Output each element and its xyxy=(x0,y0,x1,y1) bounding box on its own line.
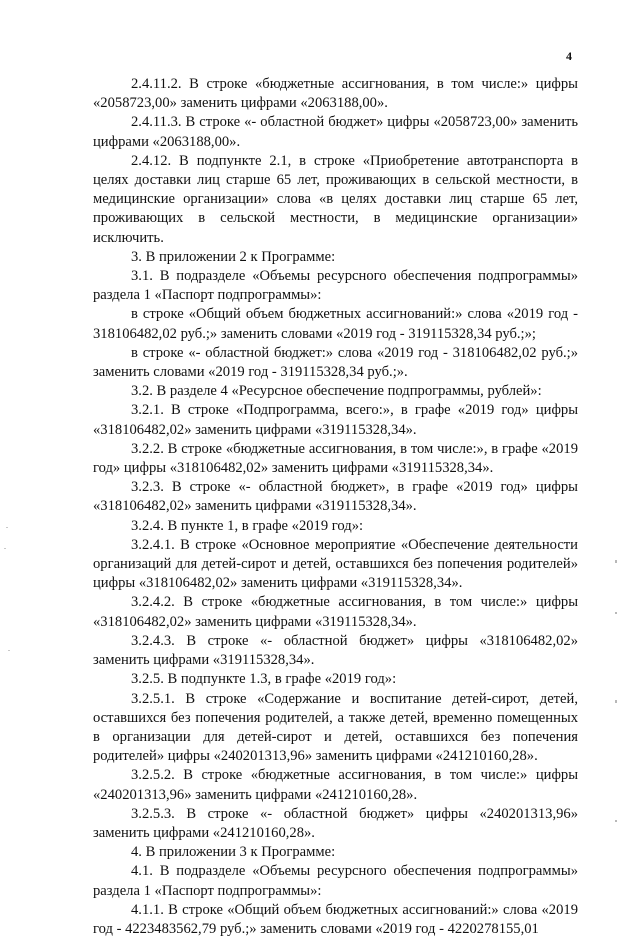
paragraph-3-2-5-1: 3.2.5.1. В строке «Содержание и воспитание детей-сирот, детей, оставшихся без попечения родителей, а также детей, временно помещенных в организации для детей-сирот и детей, оставшихся без попечения родителей» цифры «240201313,96» заменить цифрами «241210160,28». xyxy=(93,690,578,765)
paragraph-3-2: 3.2. В разделе 4 «Ресурсное обеспечение подпрограммы, рублей»: xyxy=(131,383,542,400)
paragraph-4-1: 4.1. В подразделе «Объемы ресурсного обеспечения подпрограммы» раздела 1 «Паспорт подпрограммы»: xyxy=(93,863,578,899)
paragraph-2-4-11-3: 2.4.11.3. В строке «- областной бюджет» цифры «2058723,00» заменить цифрами «2063188,00». xyxy=(93,114,578,150)
paragraph-3-2-4: 3.2.4. В пункте 1, в графе «2019 год»: xyxy=(131,517,364,534)
paragraph-3-2-5-3: 3.2.5.3. В строке «- областной бюджет» цифры «240201313,96» заменить цифрами «241210160,28». xyxy=(93,805,578,841)
paragraph-2-4-11-2: 2.4.11.2. В строке «бюджетные ассигнования, в том числе:» цифры «2058723,00» заменить цифрами «2063188,00». xyxy=(93,76,578,112)
paragraph-3: 3. В приложении 2 к Программе: xyxy=(131,248,336,265)
scan-artifact xyxy=(615,612,617,614)
scan-artifact xyxy=(615,820,617,822)
paragraph-3-2-3: 3.2.3. В строке «- областной бюджет», в графе «2019 год» цифры «318106482,02» заменить цифрами «319115328,34». xyxy=(93,479,578,515)
scan-artifact xyxy=(615,560,617,563)
document-body xyxy=(93,75,578,939)
paragraph-3-2-4-2: 3.2.4.2. В строке «бюджетные ассигнования, в том числе:» цифры «318106482,02» заменить цифрами «319115328,34». xyxy=(93,594,578,630)
paragraph-3-2-2: 3.2.2. В строке «бюджетные ассигнования, в том числе:», в графе «2019 год» цифры «318106482,02» заменить цифрами «319115328,34». xyxy=(93,440,578,477)
scan-artifact xyxy=(4,548,6,549)
page-number: 4 xyxy=(566,49,572,63)
paragraph-3-2-4-3: 3.2.4.3. В строке «- областной бюджет» цифры «318106482,02» заменить цифрами «319115328,34». xyxy=(93,632,578,669)
paragraph-3-2-1: 3.2.1. В строке «Подпрограмма, всего:», в графе «2019 год» цифры «318106482,02» заменить цифрами «319115328,34». xyxy=(93,402,578,438)
paragraph-3-1-regional: в строке «- областной бюджет:» слова «2019 год - 318106482,02 руб.;» заменить словами «2019 год - 319115328,34 руб.;». xyxy=(93,344,578,381)
scan-artifact xyxy=(8,650,10,651)
scan-artifact xyxy=(6,527,8,528)
paragraph-3-2-5: 3.2.5. В подпункте 1.3, в графе «2019 год»: xyxy=(131,671,397,688)
paragraph-2-4-12: 2.4.12. В подпункте 2.1, в строке «Приобретение автотранспорта в целях доставки лиц старше 65 лет, проживающих в сельской местности, в медицинские организации» слова «в целях доставки лиц старше 65 лет, проживающих в сельской местности, в медицинские организации» исключить. xyxy=(93,152,578,246)
paragraph-3-2-5-2: 3.2.5.2. В строке «бюджетные ассигнования, в том числе:» цифры «240201313,96» заменить цифрами «241210160,28». xyxy=(93,767,578,803)
paragraph-3-1-total: в строке «Общий объем бюджетных ассигнований:» слова «2019 год - 318106482,02 руб.;» заменить словами «2019 год - 319115328,34 руб.;»; xyxy=(93,306,578,342)
paragraph-3-1: 3.1. В подразделе «Объемы ресурсного обеспечения подпрограммы» раздела 1 «Паспорт подпрограммы»: xyxy=(93,268,578,304)
paragraph-3-2-4-1: 3.2.4.1. В строке «Основное мероприятие «Обеспечение деятельности организаций для детей-сирот и детей, оставшихся без попечения родителей» цифры «318106482,02» заменить цифрами «319115328,34». xyxy=(93,536,578,592)
paragraph-4-1-1: 4.1.1. В строке «Общий объем бюджетных ассигнований:» слова «2019 год - 4223483562,79 руб.;» заменить словами «2019 год - 4220278155,01 xyxy=(93,901,578,937)
paragraph-4: 4. В приложении 3 к Программе: xyxy=(131,844,336,861)
scan-artifact xyxy=(615,700,617,703)
